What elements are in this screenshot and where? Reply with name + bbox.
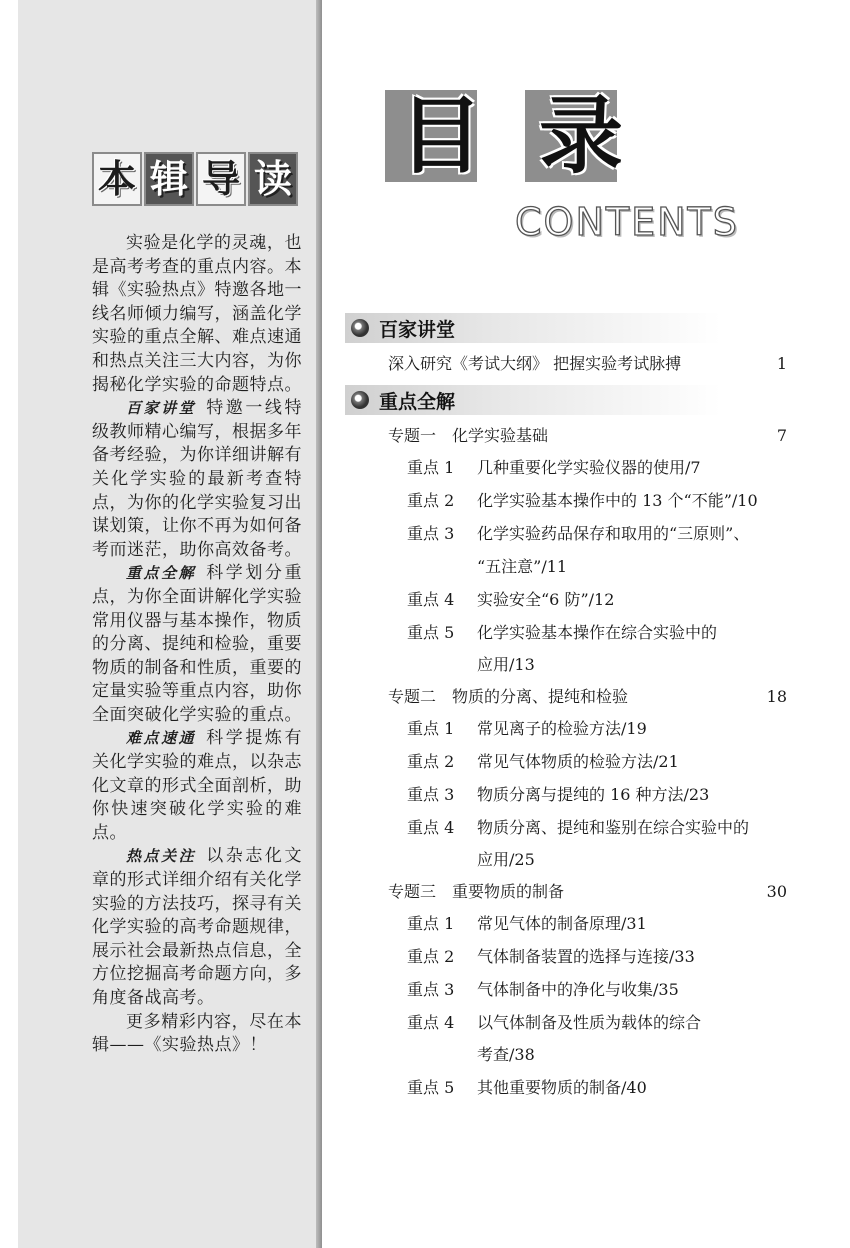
guide-body: [92, 232, 302, 1058]
point-title: 几种重要化学实验仪器的使用/7: [477, 458, 701, 477]
point-label: 重点 1: [407, 914, 455, 933]
point-title: 常见气体物质的检验方法/21: [477, 752, 679, 771]
bullet-icon: [351, 391, 369, 409]
point-title: 物质分离与提纯的 16 种方法/23: [477, 785, 710, 804]
guide-paragraph: [92, 727, 302, 845]
guide-closing: 更多精彩内容，尽在本辑——《实验热点》！: [92, 1011, 302, 1056]
point-title: 化学实验基本操作在综合实验中的: [477, 623, 718, 642]
point-label: 重点 5: [407, 623, 455, 642]
toc-page-number: 30: [766, 882, 787, 901]
contents-subtitle: CONTENTS: [515, 200, 739, 244]
guide-paragraph: [92, 845, 302, 1010]
point-label: 重点 4: [407, 818, 455, 837]
guide-tag: 热点关注: [126, 847, 197, 866]
point-title: 常见气体的制备原理/31: [477, 914, 647, 933]
guide-title-char: 导: [196, 152, 246, 206]
guide-tag: 百家讲堂: [126, 399, 197, 418]
guide-title-char: 本: [92, 152, 142, 206]
section-header: [345, 385, 815, 415]
point-label: 重点 3: [407, 524, 455, 543]
point-title: 应用/25: [477, 850, 535, 869]
point-title: “五注意”/11: [477, 557, 568, 576]
point-label: 重点 3: [407, 785, 455, 804]
point-title: 考查/38: [477, 1045, 535, 1064]
bullet-icon: [351, 319, 369, 337]
topic-title: 物质的分离、提纯和检验: [452, 687, 629, 706]
section-label: 重点全解: [379, 391, 456, 413]
point-label: 重点 2: [407, 947, 455, 966]
guide-title-char: 辑: [144, 152, 194, 206]
guide-title-char: 读: [248, 152, 298, 206]
guide-text: 科学提炼有关化学实验的难点，以杂志化文章的形式全面剖析，助你快速突破化学实验的难点。: [92, 728, 302, 843]
sidebar-divider: [316, 0, 322, 1248]
guide-tag: 重点全解: [126, 564, 197, 583]
page-title-char: 录: [539, 87, 624, 185]
guide-paragraph: [92, 562, 302, 727]
toc-page-number: 1: [776, 354, 787, 373]
guide-text: 特邀一线特级教师精心编写，根据多年备考经验，为你详细讲解有关化学实验的最新考查特点，为你的化学实验复习出谋划策，让你不再为如何备考而迷茫，助你高效备考。: [92, 398, 302, 560]
guide-title: [92, 152, 298, 206]
topic-title: 重要物质的制备: [452, 882, 565, 901]
point-title: 应用/13: [477, 655, 535, 674]
point-title: 以气体制备及性质为载体的综合: [477, 1013, 702, 1032]
point-label: 重点 1: [407, 458, 455, 477]
point-title: 常见离子的检验方法/19: [477, 719, 647, 738]
topic-title: 化学实验基础: [452, 426, 549, 445]
point-title: 化学实验基本操作中的 13 个“不能”/10: [477, 491, 758, 510]
point-title: 其他重要物质的制备/40: [477, 1078, 647, 1097]
point-title: 物质分离、提纯和鉴别在综合实验中的: [477, 818, 750, 837]
guide-intro: 实验是化学的灵魂，也是高考考查的重点内容。本辑《实验热点》特邀各地一线名师倾力编写，涵盖化学实验的重点全解、难点速通和热点关注三大内容，为你揭秘化学实验的命题特点。: [92, 233, 302, 395]
point-title: 实验安全“6 防”/12: [477, 590, 615, 609]
guide-text: 以杂志化文章的形式详细介绍有关化学实验的方法技巧，探寻有关化学实验的高考命题规律，展示社会最新热点信息，全方位挖掘高考命题方向，多角度备战高考。: [92, 846, 302, 1008]
point-label: 重点 1: [407, 719, 455, 738]
title-char-box: [385, 87, 484, 185]
point-label: 重点 3: [407, 980, 455, 999]
topic-label: 专题三: [388, 882, 437, 901]
topic-label: 专题二: [388, 687, 437, 706]
point-title: 化学实验药品保存和取用的“三原则”、: [477, 524, 750, 543]
point-title: 气体制备中的净化与收集/35: [477, 980, 679, 999]
guide-paragraph: [92, 397, 302, 562]
point-label: 重点 4: [407, 590, 455, 609]
topic-label: 专题一: [388, 426, 437, 445]
guide-text: 科学划分重点，为你全面讲解化学实验常用仪器与基本操作，物质的分离、提纯和检验，重要物质的制备和性质，重要的定量实验等重点内容，助你全面突破化学实验的重点。: [92, 563, 302, 725]
point-label: 重点 5: [407, 1078, 455, 1097]
section-label: 百家讲堂: [379, 319, 456, 341]
toc-entry-title: 深入研究《考试大纲》 把握实验考试脉搏: [388, 354, 682, 373]
guide-tag: 难点速通: [126, 729, 197, 748]
toc-page-number: 7: [776, 426, 787, 445]
point-label: 重点 4: [407, 1013, 455, 1032]
point-title: 气体制备装置的选择与连接/33: [477, 947, 695, 966]
title-char-box: [525, 87, 624, 185]
toc-page-number: 18: [766, 687, 787, 706]
point-label: 重点 2: [407, 491, 455, 510]
section-header: [345, 313, 815, 343]
point-label: 重点 2: [407, 752, 455, 771]
page-title-char: 目: [399, 87, 484, 185]
